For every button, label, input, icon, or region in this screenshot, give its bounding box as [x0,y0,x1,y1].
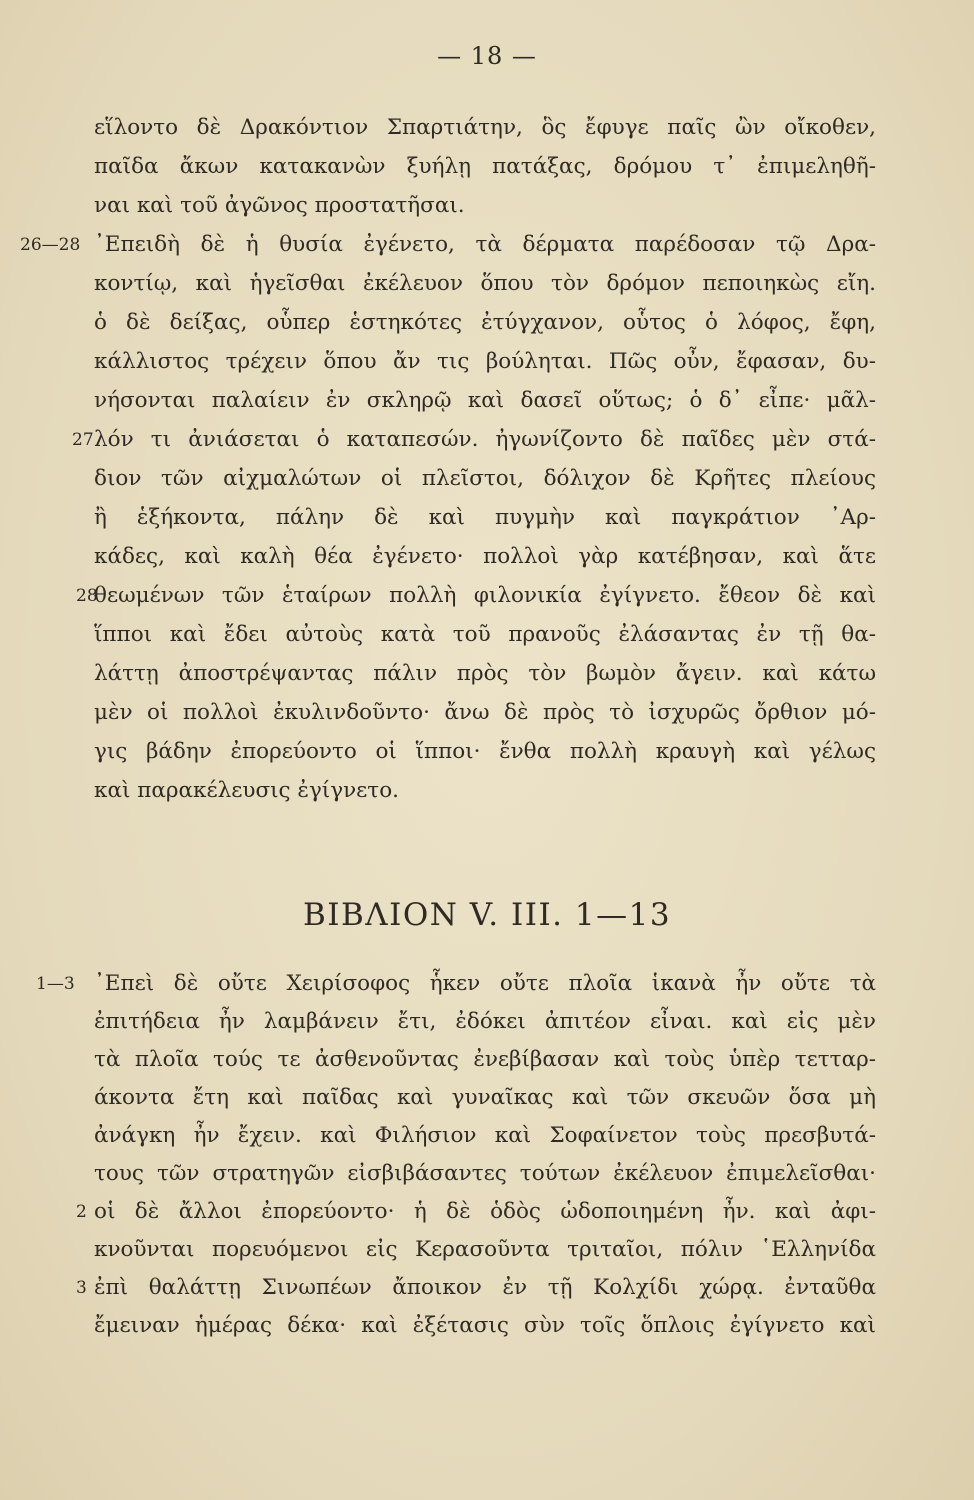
text-line: άκοντα ἔτη καὶ παῖδας καὶ γυναῖκας καὶ τῶν σκευῶν ὅσα μὴ [94,1085,876,1110]
text-line: νήσονται παλαίειν ἐν σκληρῷ καὶ δασεῖ οὕτως; ὁ δ᾽ εἶπε· μᾶλ- [94,388,876,413]
text-line: τὰ πλοῖα τούς τε ἀσθενοῦντας ἐνεβίβασαν καὶ τοὺς ὑπὲρ τετταρ- [94,1047,876,1072]
text-line: εἵλοντο δὲ Δρακόντιον Σπαρτιάτην, ὃς ἔφυγε παῖς ὢν οἴκοθεν, [94,115,876,140]
margin-section-number: 1—3 [36,974,75,994]
text-line: κνοῦνται πορευόμενοι εἰς Κερασοῦντα τριταῖοι, πόλιν ῾Ελληνίδα [94,1237,876,1262]
text-line: ὁ δὲ δείξας, οὗπερ ἑστηκότες ἐτύγχανον, οὗτος ὁ λόφος, ἔφη, [94,310,876,335]
text-line: οἱ δὲ ἄλλοι ἐπορεύοντο· ἡ δὲ ὁδὸς ὡδοποιημένη ἦν. καὶ ἀφι- [94,1199,876,1224]
margin-section-number: 26—28 [20,235,81,255]
text-line: καὶ παρακέλευσις ἐγίγνετο. [94,778,399,803]
text-line: γις βάδην ἐπορεύοντο οἱ ἵπποι· ἔνθα πολλὴ κραυγὴ καὶ γέλως [94,739,876,764]
text-line: θεωμένων τῶν ἑταίρων πολλὴ φιλονικία ἐγίγνετο. ἔθεον δὲ καὶ [94,583,876,608]
text-line: ἔμειναν ἡμέρας δέκα· καὶ ἐξέτασις σὺν τοῖς ὅπλοις ἐγίγνετο καὶ [94,1313,876,1338]
text-line: ᾽Επεὶ δὲ οὔτε Χειρίσοφος ἧκεν οὔτε πλοῖα ἱκανὰ ἦν οὔτε τὰ [94,971,876,996]
chapter-heading: ΒΙΒΛΙΟΝ V. III. 1—13 [302,897,672,933]
margin-section-number: 27 [72,430,94,450]
margin-section-number: 28 [76,586,98,606]
text-line: λάττῃ ἀποστρέψαντας πάλιν πρὸς τὸν βωμὸν ἄγειν. καὶ κάτω [94,661,876,686]
text-line: ναι καὶ τοῦ ἀγῶνος προστατῆσαι. [94,193,465,218]
text-line: ᾽Επειδὴ δὲ ἡ θυσία ἐγένετο, τὰ δέρματα παρέδοσαν τῷ Δρα- [94,232,876,257]
text-line: κοντίῳ, καὶ ἡγεῖσθαι ἐκέλευον ὅπου τὸν δρόμον πεποιηκὼς εἴη. [94,271,876,296]
margin-section-number: 3 [76,1278,87,1298]
page-number: — 18 — [437,42,537,70]
margin-section-number: 2 [76,1202,87,1222]
text-line: μὲν οἱ πολλοὶ ἐκυλινδοῦντο· ἄνω δὲ πρὸς τὸ ἰσχυρῶς ὄρθιον μό- [94,700,876,725]
text-line: κάλλιστος τρέχειν ὅπου ἄν τις βούληται. Πῶς οὖν, ἔφασαν, δυ- [94,349,876,374]
text-line: παῖδα ἄκων κατακανὼν ξυήλῃ πατάξας, δρόμου τ᾽ ἐπιμεληθῆ- [94,154,876,179]
text-line: κάδες, καὶ καλὴ θέα ἐγένετο· πολλοὶ γὰρ κατέβησαν, καὶ ἅτε [94,544,876,569]
text-line: ἐπὶ θαλάττῃ Σινωπέων ἄποικον ἐν τῇ Κολχίδι χώρᾳ. ἐνταῦθα [94,1275,876,1300]
text-line: ἢ ἑξήκοντα, πάλην δὲ καὶ πυγμὴν καὶ παγκράτιον ᾽Αρ- [94,505,876,530]
text-line: διον τῶν αἰχμαλώτων οἱ πλεῖστοι, δόλιχον δὲ Κρῆτες πλείους [94,466,876,491]
text-line: ἐπιτήδεια ἦν λαμβάνειν ἔτι, ἐδόκει ἀπιτέον εἶναι. καὶ εἰς μὲν [94,1009,876,1034]
text-line: ἀνάγκη ἦν ἔχειν. καὶ Φιλήσιον καὶ Σοφαίνετον τοὺς πρεσβυτά- [94,1123,876,1148]
text-line: ἵπποι καὶ ἔδει αὐτοὺς κατὰ τοῦ πρανοῦς ἐλάσαντας ἐν τῇ θα- [94,622,876,647]
text-line: λόν τι ἀνιάσεται ὁ καταπεσών. ἠγωνίζοντο δὲ παῖδες μὲν στά- [94,427,876,452]
text-line: τους τῶν στρατηγῶν εἰσβιβάσαντες τούτων ἐκέλευον ἐπιμελεῖσθαι· [94,1161,876,1186]
